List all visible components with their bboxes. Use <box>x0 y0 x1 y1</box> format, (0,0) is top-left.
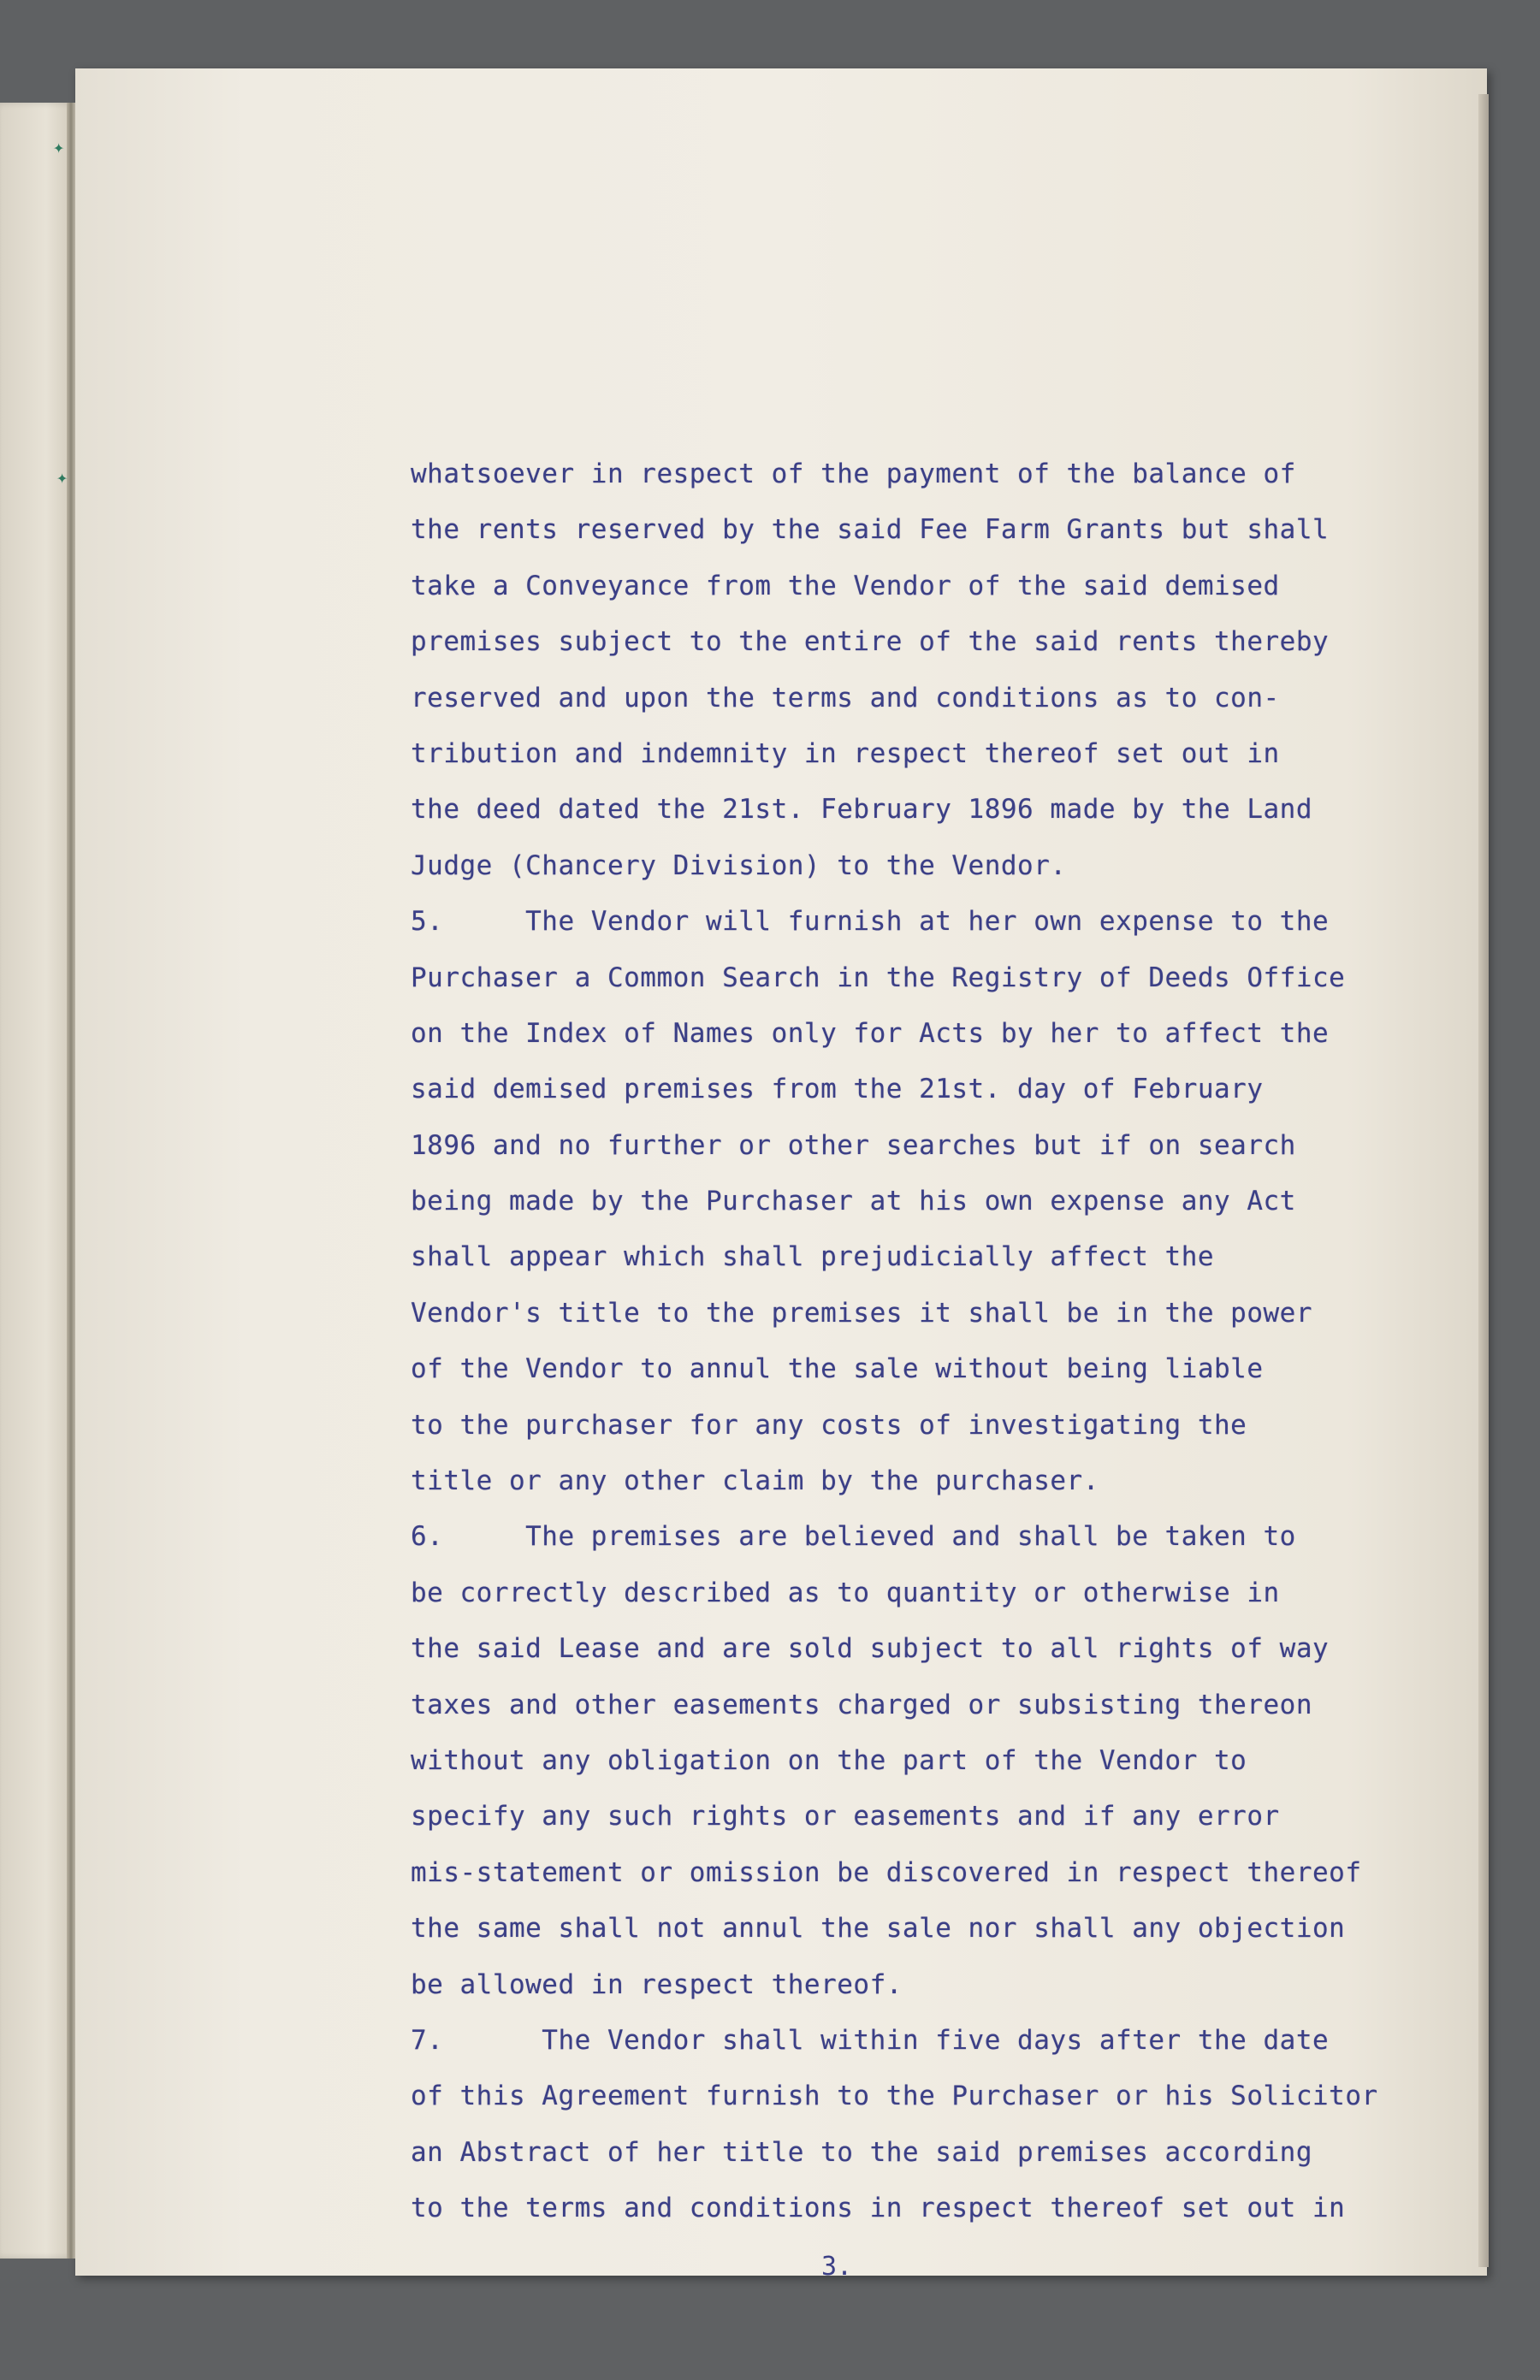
text-line: the same shall not annul the sale nor shall any objection <box>411 1913 1346 1945</box>
text-line: whatsoever in respect of the payment of the balance of <box>411 459 1296 489</box>
staple-mark-icon: ✦ <box>56 467 68 488</box>
text-line: the said Lease and are sold subject to all rights of way <box>411 1633 1330 1665</box>
left-page-edge <box>0 103 77 2259</box>
text-line: Purchaser a Common Search in the Registry of Deeds Office <box>411 962 1346 993</box>
staple-mark-icon: ✦ <box>53 137 65 158</box>
text-line: to the purchaser for any costs of investigating the <box>411 1409 1247 1441</box>
text-line: said demised premises from the 21st. day of February <box>411 1074 1264 1105</box>
text-line: on the Index of Names only for Acts by her to affect the <box>411 1017 1330 1049</box>
binding-fold <box>67 103 75 2259</box>
text-line: title or any other claim by the purchaser. <box>411 1465 1099 1497</box>
page-number: 3. <box>821 2252 853 2282</box>
typed-text-body <box>411 447 1472 2237</box>
text-line: being made by the Purchaser at his own expense any Act <box>411 1186 1296 1217</box>
text-line: Vendor's title to the premises it shall be in the power <box>411 1297 1312 1329</box>
text-line: be allowed in respect thereof. <box>411 1969 903 2000</box>
text-line: tribution and indemnity in respect thereof set out in <box>411 737 1280 769</box>
text-line: 1896 and no further or other searches but if on search <box>411 1129 1296 1161</box>
text-line: without any obligation on the part of the Vendor to <box>411 1744 1247 1776</box>
text-line: Judge (Chancery Division) to the Vendor. <box>411 850 1067 881</box>
text-line: reserved and upon the terms and conditions as to con- <box>411 682 1280 713</box>
text-line: premises subject to the entire of the said rents thereby <box>411 626 1330 658</box>
text-line: be correctly described as to quantity or otherwise in <box>411 1577 1280 1608</box>
text-line: specify any such rights or easements and if any error <box>411 1801 1280 1832</box>
text-line: 5. The Vendor will furnish at her own expense to the <box>411 906 1330 938</box>
text-line: shall appear which shall prejudicially affect the <box>411 1241 1215 1273</box>
text-line: 7. The Vendor shall within five days after the date <box>411 2024 1330 2056</box>
text-line: the deed dated the 21st. February 1896 made by the Land <box>411 794 1312 826</box>
page-edge-shadow <box>1478 94 1489 2267</box>
text-line: of the Vendor to annul the sale without being liable <box>411 1353 1264 1385</box>
text-line: mis-statement or omission be discovered in respect thereof <box>411 1856 1362 1888</box>
text-line: taxes and other easements charged or subsisting thereon <box>411 1689 1312 1720</box>
text-line: 6. The premises are believed and shall be taken to <box>411 1521 1296 1553</box>
text-line: of this Agreement furnish to the Purchaser or his Solicitor <box>411 2081 1378 2112</box>
text-line: take a Conveyance from the Vendor of the said demised <box>411 570 1280 601</box>
text-line: an Abstract of her title to the said premises according <box>411 2136 1312 2168</box>
text-line: to the terms and conditions in respect thereof set out in <box>411 2193 1346 2224</box>
text-line: the rents reserved by the said Fee Farm Grants but shall <box>411 514 1330 546</box>
